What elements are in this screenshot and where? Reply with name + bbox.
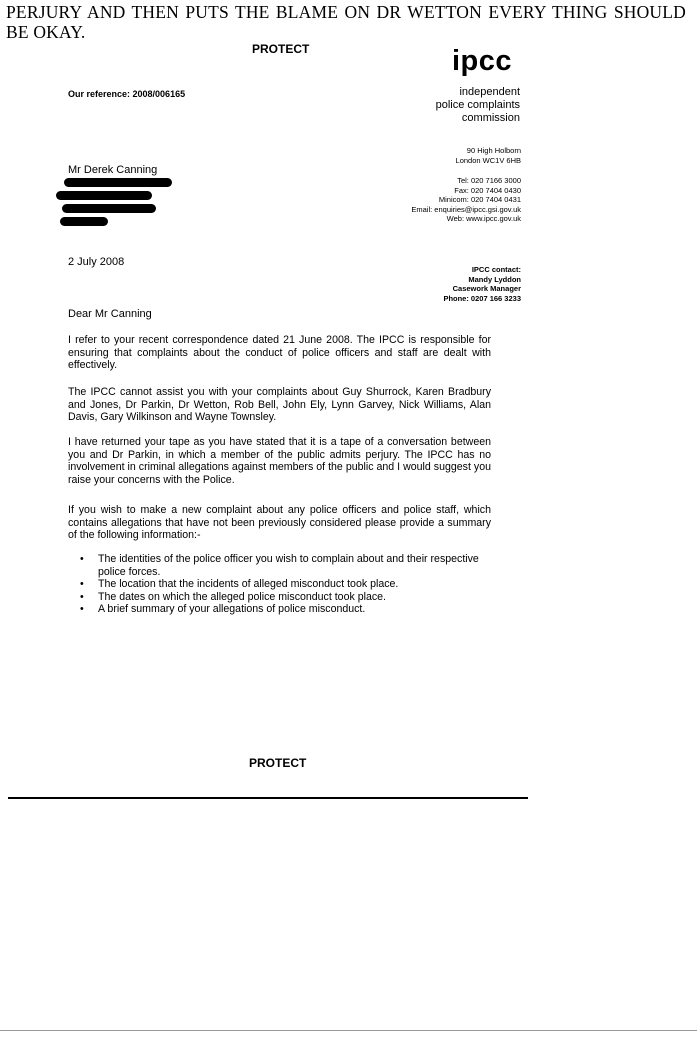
recipient-name: Mr Derek Canning xyxy=(68,164,158,176)
list-item-text: The location that the incidents of alleged misconduct took place. xyxy=(98,578,399,591)
minicom-line: Minicom: 020 7404 0431 xyxy=(438,195,521,204)
contact-name: Mandy Lyddon xyxy=(468,274,521,284)
list-item xyxy=(80,591,500,604)
contact-role: Casework Manager xyxy=(452,284,521,293)
contact-phone: Phone: 0207 166 3233 xyxy=(443,293,521,303)
redaction-bar xyxy=(64,178,172,187)
email-line: Email: enquiries@ipcc.gsi.gov.uk xyxy=(411,204,521,214)
address-line: 90 High Holborn xyxy=(466,146,521,155)
letter-date: 2 July 2008 xyxy=(68,256,125,268)
fax-line: Fax: 020 7404 0430 xyxy=(454,185,521,195)
our-reference: Our reference: 2008/006165 xyxy=(68,89,186,99)
contact-label: IPCC contact: xyxy=(471,265,521,274)
paragraph-3: I have returned your tape as you have stated that it is a tape of a conversation between you and Dr Parkin, in which a member of the public admits perjury. The IPCC has no involvement in criminal allegations against members of the public and I would suggest you raise your concerns with the Police. xyxy=(68,436,491,486)
paragraph-4: If you wish to make a new complaint about any police officers and police staff, which contains allegations that have not been previously considered please provide a summary of the following information:- xyxy=(68,504,491,542)
ipcc-address xyxy=(456,146,521,165)
redaction-bar xyxy=(60,217,108,226)
list-item-text: The dates on which the alleged police misconduct took place. xyxy=(98,590,386,603)
web-line: Web: www.ipcc.gov.uk xyxy=(446,214,521,223)
redaction-bar xyxy=(62,204,156,213)
list-item xyxy=(80,578,500,591)
ipcc-logo: ipcc xyxy=(452,45,513,77)
bullet-icon: • xyxy=(80,603,84,616)
list-item-text: The identities of the police officer you wish to complain about and their respective police forces. xyxy=(98,553,479,578)
redaction-bar xyxy=(56,191,152,200)
salutation: Dear Mr Canning xyxy=(68,308,152,320)
protect-marking-bottom: PROTECT xyxy=(249,756,307,770)
bullet-icon: • xyxy=(80,578,84,591)
handwritten-header-note: PERJURY AND THEN PUTS THE BLAME ON DR WETTON EVERY THING SHOULD BE OKAY. xyxy=(6,2,686,42)
ipcc-contact-block xyxy=(443,265,521,303)
list-item-text: A brief summary of your allegations of police misconduct. xyxy=(98,603,366,616)
org-line: police complaints xyxy=(435,99,520,111)
ipcc-contact-details xyxy=(411,176,521,224)
paragraph-1: I refer to your recent correspondence dated 21 June 2008. The IPCC is responsible for ensuring that complaints about the conduct of police officers and staff are dealt with effectively. xyxy=(68,334,491,372)
paragraph-2: The IPCC cannot assist you with your complaints about Guy Shurrock, Karen Bradbury and Jones, Dr Parkin, Dr Wetton, Rob Bell, John Ely, Lynn Garvey, Nick Williams, Alan Davis, Gary Wilkinson and Wayne Townsley. xyxy=(68,386,491,424)
org-line: independent xyxy=(459,86,520,98)
organisation-name xyxy=(436,86,520,125)
list-item xyxy=(80,553,500,578)
protect-marking-top: PROTECT xyxy=(252,42,310,56)
list-item xyxy=(80,603,500,616)
information-list xyxy=(80,553,500,616)
scan-edge-line xyxy=(0,1030,697,1031)
footer-rule xyxy=(8,797,528,799)
bullet-icon: • xyxy=(80,553,84,565)
address-line: London WC1V 6HB xyxy=(455,155,521,165)
bullet-icon: • xyxy=(80,590,84,603)
org-line: commission xyxy=(461,112,520,124)
tel-line: Tel: 020 7166 3000 xyxy=(457,176,521,185)
